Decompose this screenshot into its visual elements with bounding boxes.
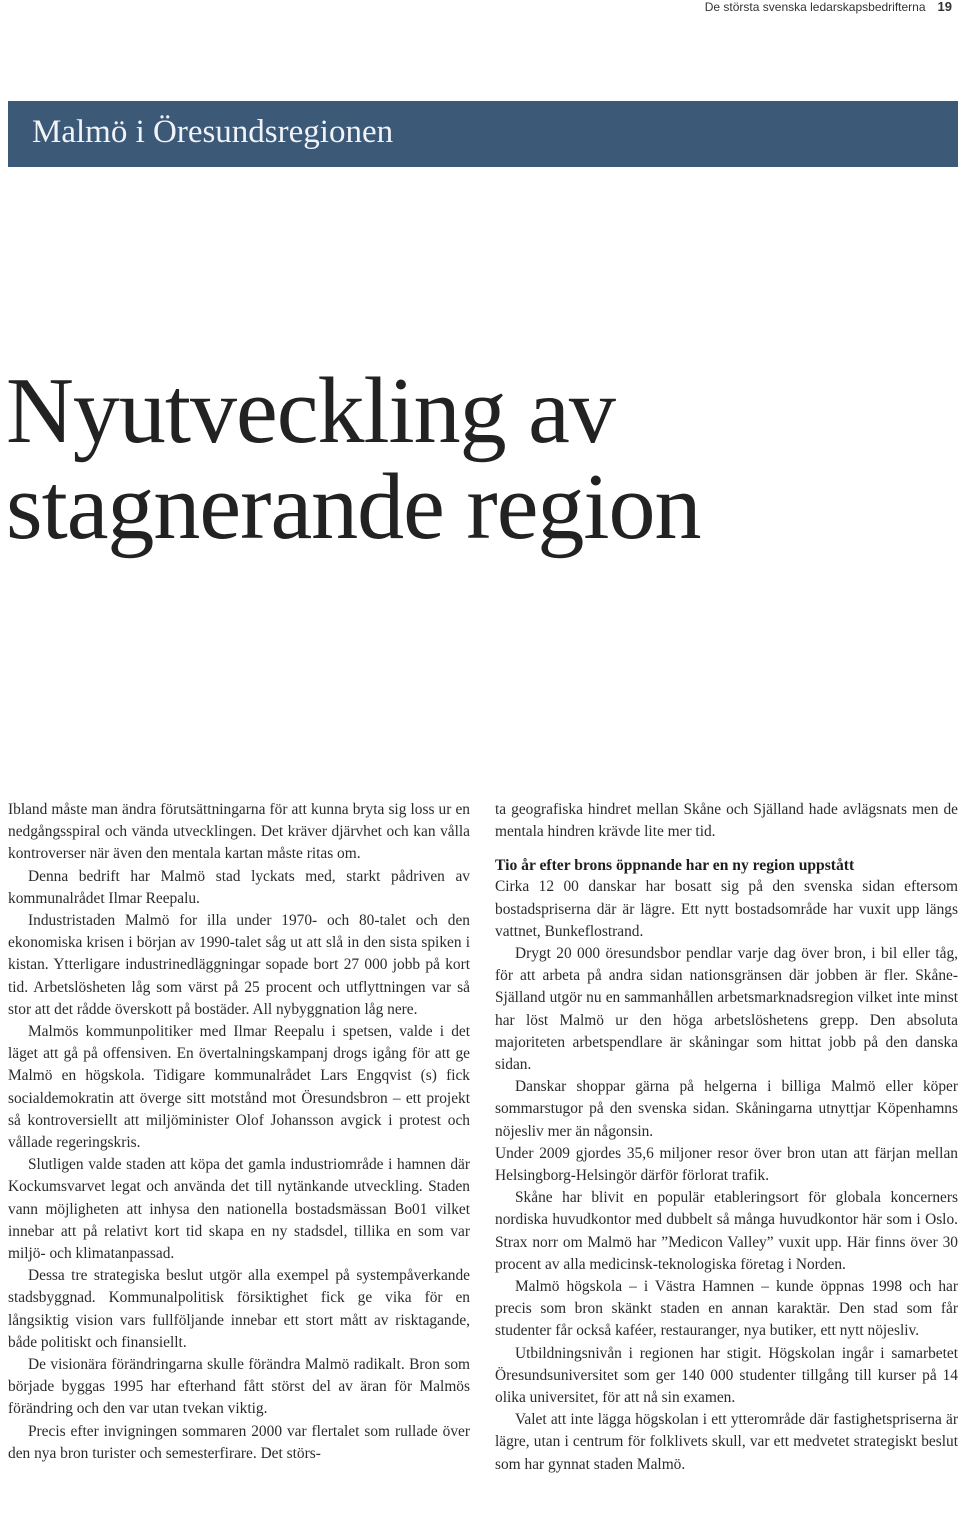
body-paragraph: Ibland måste man ändra förutsättningarna för att kunna bryta sig loss ur en nedgångsspiral och vända utvecklingen. Det kräver djärvhet och kan vålla kontroverser när även den mentala kartan måste ritas om. bbox=[8, 801, 470, 863]
body-paragraph: Cirka 12 00 danskar har bosatt sig på den svenska sidan eftersom bostadspriserna där är lägre. Ett nytt bostadsområde har vuxit upp längs vattnet, Bunkeflostrand. bbox=[495, 878, 958, 940]
body-paragraph: Slutligen valde staden att köpa det gamla industriområde i hamnen där Kockumsvarvet legat och använda det till nytänkande utveckling. Staden vann möjligheten att inhysa den nationella bostadsmässan Bo01 vilket innebar att på relativt kort tid skapa en ny stadsdel, tillika en som var miljö- och klimatanpassad. bbox=[8, 1156, 470, 1263]
article-headline bbox=[6, 359, 946, 559]
section-title: Malmö i Öresundsregionen bbox=[32, 114, 394, 150]
body-paragraph: Under 2009 gjordes 35,6 miljoner resor över bron utan att färjan mellan Helsingborg-Helsingör därför förlorat trafik. bbox=[495, 1144, 958, 1185]
page-number: 19 bbox=[937, 0, 952, 14]
body-paragraph: ta geografiska hindret mellan Skåne och Själland hade avlägsnats men de mentala hindren krävde lite mer tid. bbox=[495, 801, 958, 841]
headline-line-2: stagnerande region bbox=[6, 455, 701, 559]
left-column bbox=[8, 799, 470, 1465]
publication-title: De största svenska ledarskapsbedrifterna bbox=[704, 0, 926, 14]
body-paragraph: Dessa tre strategiska beslut utgör alla exempel på systempåverkande stadsbyggnad. Kommunalpolitisk försiktighet fick ge vika för en långsiktig vision vars fullföljande innebar ett stort mått av risktagande, både politiskt och finansiellt. bbox=[8, 1267, 470, 1351]
running-header bbox=[705, 0, 952, 14]
body-paragraph: Drygt 20 000 öresundsbor pendlar varje dag över bron, i bil eller tåg, för att arbeta på andra sidan nationsgränsen där jobben är fler. Skåne-Själland utgör nu en sammanhållen arbetsmarknadsregion vilket inte minst har löst Malmö ur den höga arbetslöshetens grepp. Den absoluta majoriteten arbetspendlare är skåningar som hittat jobb på den danska sidan. bbox=[495, 945, 958, 1074]
subheading: Tio år efter brons öppnande har en ny region uppstått bbox=[495, 857, 855, 875]
body-paragraph: Malmös kommunpolitiker med Ilmar Reepalu i spetsen, valde i det läget att gå på offensiven. En övertalningskampanj drogs igång för att ge Malmö en högskola. Tidigare kommunalrådet Lars Engqvist (s) fick socialdemokratin att överge sitt motstånd mot Öresundsbron – ett projekt så kontroversiellt att miljöminister Olof Johansson avgick i protest och vållade regeringskris. bbox=[8, 1023, 470, 1152]
body-paragraph: Denna bedrift har Malmö stad lyckats med, starkt pådriven av kommunalrådet Ilmar Reepalu. bbox=[8, 867, 470, 907]
body-paragraph: Valet att inte lägga högskolan i ett ytterområde där fastighetspriserna är lägre, utan i centrum för folklivets skull, var ett medvetet strategiskt beslut som har gynnat staden Malmö. bbox=[495, 1411, 958, 1473]
body-paragraph: Skåne har blivit en populär etableringsort för globala koncerners nordiska huvudkontor med dubbelt så många huvudkontor här som i Oslo. Strax norr om Malmö har ”Medicon Valley” vuxit upp. Här finns över 30 procent av alla medicinsk-teknologiska företag i Norden. bbox=[495, 1189, 958, 1273]
section-band bbox=[8, 101, 958, 167]
body-paragraph: Malmö högskola – i Västra Hamnen – kunde öppnas 1998 och har precis som bron skänkt staden en annan karaktär. Den stad som får studenter får också kaféer, restauranger, nya butiker, ett nytt nöjesliv. bbox=[495, 1278, 958, 1340]
body-paragraph: Precis efter invigningen sommaren 2000 var flertalet som rullade över den nya bron turister och semesterfirare. Det störs- bbox=[8, 1422, 470, 1462]
right-column bbox=[495, 799, 958, 1476]
body-paragraph: Danskar shoppar gärna på helgerna i billiga Malmö eller köper sommarstugor på den svenska sidan. Skåningarna utnyttjar Köpenhamns nöjesliv mer än någonsin. bbox=[495, 1078, 958, 1140]
body-paragraph: Industristaden Malmö for illa under 1970- och 80-talet och den ekonomiska krisen i början av 1990-talet såg ut att slå in den sista spiken i kistan. Ytterligare industrinedläggningar sopade bort 27 000 jobb på kort tid. Arbetslösheten låg som värst på 25 procent och utflyttningen var så stor att det rådde överskott på bostäder. All nybyggnation låg nere. bbox=[8, 912, 470, 1018]
body-paragraph: De visionära förändringarna skulle förändra Malmö radikalt. Bron som började byggas 1995 har efterhand fått störst del av äran för Malmös förändring och den var utan tvekan viktig. bbox=[8, 1356, 470, 1418]
headline-line-1: Nyutveckling av bbox=[6, 359, 615, 463]
body-paragraph: Utbildningsnivån i regionen har stigit. Högskolan ingår i samarbetet Öresundsuniversitet som ger 140 000 studenter tillgång till kurser på 14 olika universitet, för att nå sin examen. bbox=[495, 1344, 958, 1407]
